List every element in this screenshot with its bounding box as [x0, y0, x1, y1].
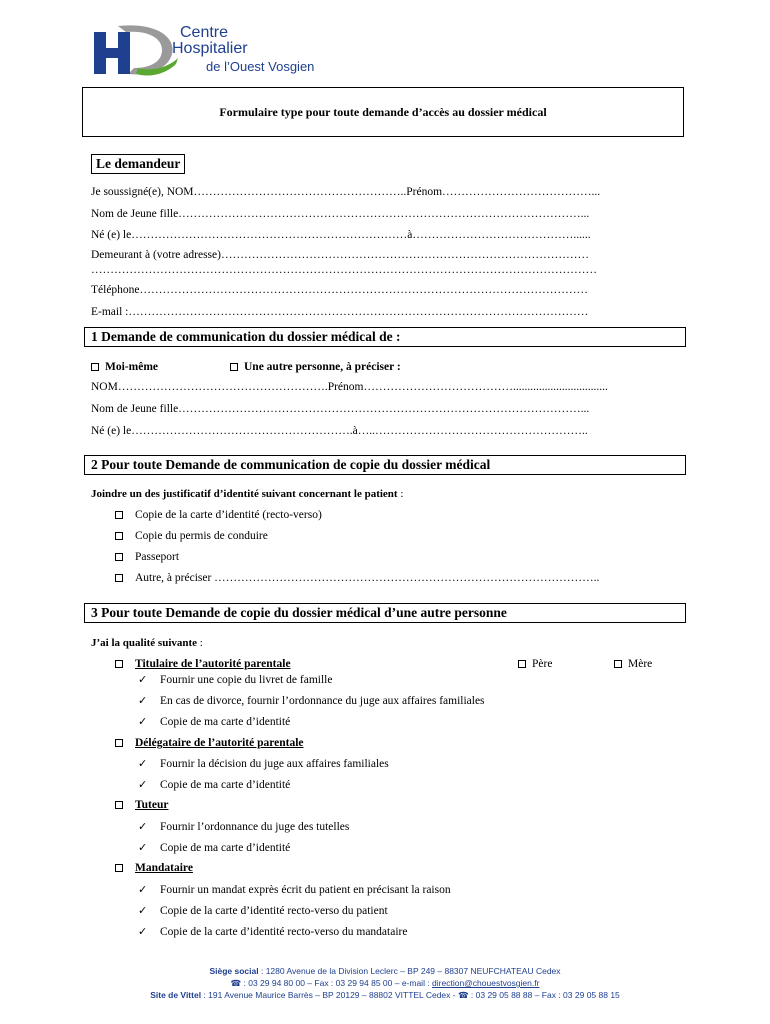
logo-text-region: de l’Ouest Vosgien — [206, 59, 315, 74]
checkmark-icon: ✓ — [138, 674, 148, 686]
demandeur-maiden-name-line[interactable]: Nom de Jeune fille……………………………………………………………………………………………... — [91, 208, 590, 220]
demandeur-address-line[interactable]: Demeurant à (votre adresse)…………………………………………………………………………………… — [91, 249, 589, 261]
s1-name-line[interactable]: NOM……………………………………………….Prénom…………………………………................................. — [91, 381, 608, 393]
section-1-heading: 1 Demande de communication du dossier médical de : — [84, 327, 686, 347]
s3-g4-item-1: ✓ Fournir un mandat exprès écrit du patient en précisant la raison — [138, 884, 451, 896]
checkmark-icon: ✓ — [138, 884, 148, 896]
mere-option[interactable]: Mère — [614, 658, 652, 670]
checkmark-icon: ✓ — [138, 821, 148, 833]
s3-tuteur-option[interactable]: Tuteur — [115, 799, 705, 811]
s2-option-carte[interactable]: Copie de la carte d’identité (recto-verso) — [115, 509, 705, 521]
autre-personne-option[interactable]: Une autre personne, à préciser : — [230, 361, 401, 373]
checkbox-icon[interactable] — [91, 363, 99, 371]
s3-g1-item-2: ✓ En cas de divorce, fournir l’ordonnance du juge aux affaires familiales — [138, 695, 485, 707]
hospital-logo — [88, 22, 338, 78]
logo-text-centre: Centre — [180, 24, 229, 41]
s3-mandataire-option[interactable]: Mandataire — [115, 862, 705, 874]
s1-options — [91, 361, 681, 373]
checkbox-icon[interactable] — [115, 532, 123, 540]
logo-text-hospitalier: Hospitalier — [172, 40, 248, 57]
s2-option-autre[interactable]: Autre, à préciser ……………………………………………………………………………………….. — [115, 572, 685, 584]
moi-meme-option[interactable]: Moi-même — [91, 361, 158, 373]
checkbox-icon[interactable] — [115, 553, 123, 561]
form-title: Formulaire type pour toute demande d’accès au dossier médical — [82, 87, 684, 137]
checkbox-icon[interactable] — [115, 574, 123, 582]
demandeur-email-line[interactable]: E-mail :………………………………………………………………………………………………………… — [91, 306, 589, 318]
demandeur-address-line-2[interactable]: …………………………………………………………………………………………………………………… — [91, 264, 597, 276]
s3-g1-item-3: ✓ Copie de ma carte d’identité — [138, 716, 291, 728]
s3-g2-item-1: ✓ Fournir la décision du juge aux affaires familiales — [138, 758, 389, 770]
section-3-heading: 3 Pour toute Demande de copie du dossier médical d’une autre personne — [84, 603, 686, 623]
s3-titulaire-option[interactable]: Titulaire de l’autorité parentale Père Mère — [115, 658, 685, 670]
checkmark-icon: ✓ — [138, 779, 148, 791]
checkbox-icon[interactable] — [115, 739, 123, 747]
s3-g3-item-2: ✓ Copie de ma carte d’identité — [138, 842, 291, 854]
checkmark-icon: ✓ — [138, 695, 148, 707]
demandeur-birth-line[interactable]: Né (e) le………………………………………………………………à……………………………………...... — [91, 229, 591, 241]
demandeur-phone-line[interactable]: Téléphone……………………………………………………………………………………………………… — [91, 284, 589, 296]
checkbox-icon[interactable] — [518, 660, 526, 668]
email-link[interactable]: direction@chouestvosgien.fr — [432, 978, 540, 988]
demandeur-name-line[interactable]: Je soussigné(e), NOM………………………………………………..Prénom…………………………………... — [91, 186, 601, 198]
checkmark-icon: ✓ — [138, 905, 148, 917]
pere-option[interactable]: Père — [518, 658, 552, 670]
checkmark-icon: ✓ — [138, 926, 148, 938]
s3-g4-item-2: ✓ Copie de la carte d’identité recto-verso du patient — [138, 905, 388, 917]
s3-intro: J’ai la qualité suivante : — [91, 637, 203, 649]
s3-g3-item-1: ✓ Fournir l’ordonnance du juge des tutelles — [138, 821, 350, 833]
phone-icon: ☎ — [230, 978, 242, 988]
checkbox-icon[interactable] — [115, 864, 123, 872]
s3-g4-item-3: ✓ Copie de la carte d’identité recto-verso du mandataire — [138, 926, 408, 938]
s3-delegataire-option[interactable]: Délégataire de l’autorité parentale — [115, 737, 705, 749]
section-2-heading: 2 Pour toute Demande de communication de copie du dossier médical — [84, 455, 686, 475]
s2-intro: Joindre un des justificatif d’identité suivant concernant le patient : — [91, 488, 404, 500]
footer-siege: Siège social : 1280 Avenue de la Division Leclerc – BP 249 – 88307 NEUFCHATEAU Cedex — [209, 966, 561, 976]
footer-vittel: Site de Vittel : 191 Avenue Maurice Barrès – BP 20129 – 88802 VITTEL Cedex - ☎ : 03 29 05 88 88 – Fax : 03 29 05 88 15 — [150, 990, 620, 1000]
s3-g2-item-2: ✓ Copie de ma carte d’identité — [138, 779, 291, 791]
checkmark-icon: ✓ — [138, 842, 148, 854]
s3-g1-item-1: ✓ Fournir une copie du livret de famille — [138, 674, 333, 686]
checkmark-icon: ✓ — [138, 758, 148, 770]
checkbox-icon[interactable] — [115, 511, 123, 519]
s1-maiden-name-line[interactable]: Nom de Jeune fille……………………………………………………………………………………………... — [91, 403, 590, 415]
checkmark-icon: ✓ — [138, 716, 148, 728]
s2-option-passeport[interactable]: Passeport — [115, 551, 705, 563]
demandeur-heading: Le demandeur — [91, 154, 185, 174]
phone-icon: ☎ — [457, 990, 469, 1000]
footer-contact: ☎ : 03 29 94 80 00 – Fax : 03 29 94 85 00 – e-mail : direction@chouestvosgien.fr — [230, 978, 540, 988]
checkbox-icon[interactable] — [115, 660, 123, 668]
s1-birth-line[interactable]: Né (e) le………………………………………………….à…..……………………………………………….. — [91, 425, 588, 437]
s2-option-permis[interactable]: Copie du permis de conduire — [115, 530, 705, 542]
logo-mark-icon — [88, 22, 180, 78]
checkbox-icon[interactable] — [230, 363, 238, 371]
checkbox-icon[interactable] — [614, 660, 622, 668]
checkbox-icon[interactable] — [115, 801, 123, 809]
